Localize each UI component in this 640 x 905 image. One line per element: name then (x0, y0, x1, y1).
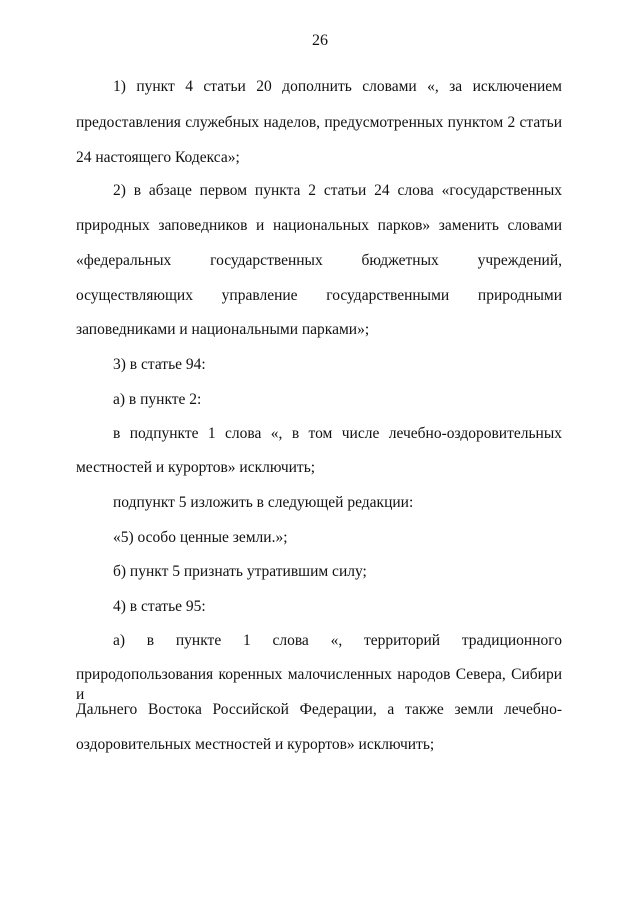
text-line-2: предоставления служебных наделов, предусмотренных пунктом 2 статьи (76, 114, 562, 131)
page-number: 26 (312, 32, 328, 49)
text-line-4: 2) в абзаце первом пункта 2 статьи 24 слова «государственных (113, 182, 562, 199)
text-line-1: 1) пункт 4 статьи 20 дополнить словами «, за исключением (113, 78, 562, 95)
text-line-15: б) пункт 5 признать утратившим силу; (113, 563, 367, 580)
text-line-5: природных заповедников и национальных парков» заменить словами (76, 217, 562, 234)
text-line-12: местностей и курортов» исключить; (76, 459, 316, 476)
text-line-20: оздоровительных местностей и курортов» исключить; (76, 736, 435, 753)
text-line-9: 3) в статье 94: (113, 356, 206, 373)
text-line-18: природопользования коренных малочисленных народов Севера, Сибири и (76, 666, 562, 703)
text-line-14: «5) особо ценные земли.»; (113, 529, 288, 546)
text-line-16: 4) в статье 95: (113, 598, 206, 615)
text-line-13: подпункт 5 изложить в следующей редакции: (113, 494, 414, 511)
text-line-3: 24 настоящего Кодекса»; (76, 149, 240, 166)
text-line-10: а) в пункте 2: (113, 391, 202, 408)
text-line-8: заповедниками и национальными парками»; (76, 321, 370, 338)
text-line-19: Дальнего Востока Российской Федерации, а также земли лечебно- (76, 701, 562, 718)
text-line-11: в подпункте 1 слова «, в том числе лечебно-оздоровительных (113, 425, 562, 442)
text-line-6: «федеральных государственных бюджетных учреждений, (76, 252, 562, 269)
text-line-17: а) в пункте 1 слова «, территорий традиционного (113, 632, 562, 649)
text-line-7: осуществляющих управление государственными природными (76, 287, 562, 304)
